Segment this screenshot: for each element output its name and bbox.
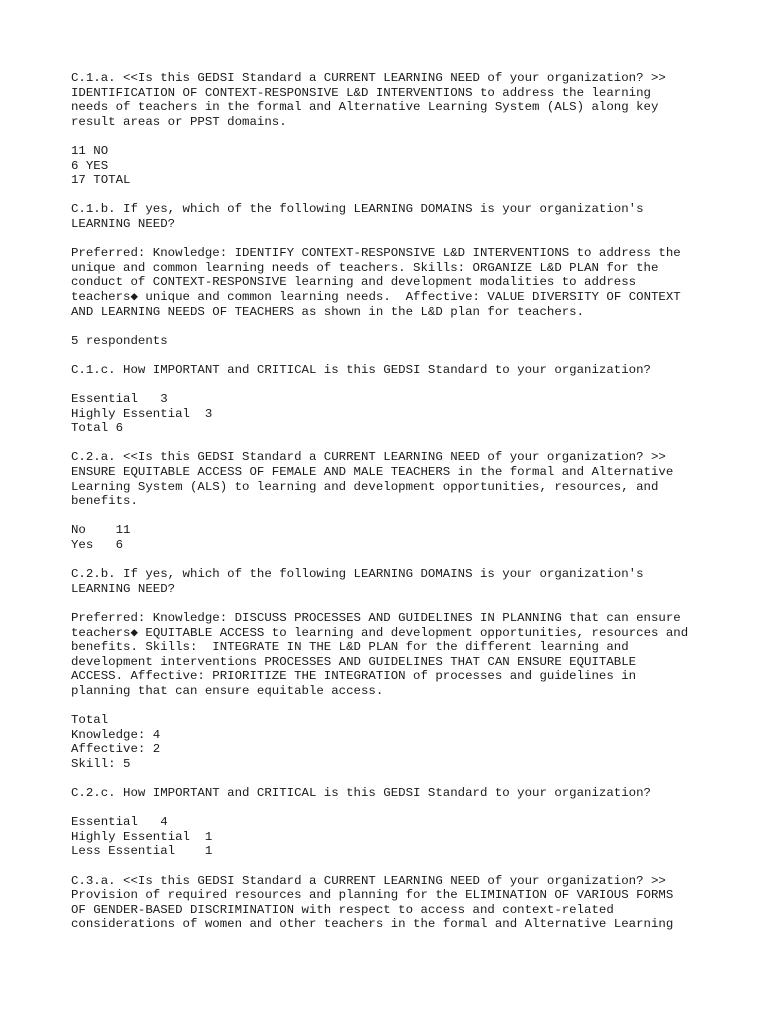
text-line: planning that can ensure equitable access. bbox=[71, 683, 384, 698]
text-line: Total 6 bbox=[71, 421, 124, 436]
text-line: OF GENDER-BASED DISCRIMINATION with respect to access and context-related bbox=[71, 902, 614, 917]
paragraph-gap bbox=[71, 801, 731, 816]
text-line: teachers◆ unique and common learning needs. Affective: VALUE DIVERSITY OF CONTEXT bbox=[71, 289, 681, 304]
paragraph-gap bbox=[71, 596, 731, 611]
text-line: ACCESS. Affective: PRIORITIZE THE INTEGRATION of processes and guidelines in bbox=[71, 669, 637, 684]
text-line: Affective: 2 bbox=[71, 742, 161, 757]
paragraph-gap bbox=[71, 188, 731, 203]
c1a-question bbox=[71, 71, 731, 129]
paragraph-gap bbox=[71, 348, 731, 363]
c2b-totals bbox=[71, 713, 731, 771]
c3a-question bbox=[71, 874, 731, 932]
text-line: needs of teachers in the formal and Alternative Learning System (ALS) along key bbox=[71, 100, 659, 115]
text-line: 11 NO bbox=[71, 143, 109, 158]
text-line: C.2.c. How IMPORTANT and CRITICAL is this GEDSI Standard to your organization? bbox=[71, 786, 651, 801]
text-line: Learning System (ALS) to learning and development opportunities, resources, and bbox=[71, 479, 659, 494]
text-line: Preferred: Knowledge: DISCUSS PROCESSES AND GUIDELINES IN PLANNING that can ensure bbox=[71, 610, 681, 625]
paragraph-gap bbox=[71, 699, 731, 714]
text-line: C.1.b. If yes, which of the following LEARNING DOMAINS is your organization's bbox=[71, 202, 644, 217]
document-page bbox=[71, 71, 731, 932]
c2c-results bbox=[71, 815, 731, 859]
text-line: development interventions PROCESSES AND GUIDELINES THAT CAN ENSURE EQUITABLE bbox=[71, 654, 637, 669]
text-line: ENSURE EQUITABLE ACCESS OF FEMALE AND MALE TEACHERS in the formal and Alternative bbox=[71, 465, 674, 480]
text-line: benefits. bbox=[71, 494, 138, 509]
text-line: LEARNING NEED? bbox=[71, 216, 176, 231]
paragraph-gap bbox=[71, 232, 731, 247]
text-line: C.1.c. How IMPORTANT and CRITICAL is this GEDSI Standard to your organization? bbox=[71, 362, 651, 377]
text-line: Highly Essential 3 bbox=[71, 406, 213, 421]
text-line: 17 TOTAL bbox=[71, 173, 131, 188]
paragraph-gap bbox=[71, 553, 731, 568]
text-line: LEARNING NEED? bbox=[71, 581, 176, 596]
text-line: IDENTIFICATION OF CONTEXT-RESPONSIVE L&D INTERVENTIONS to address the learning bbox=[71, 85, 651, 100]
text-line: C.1.a. <<Is this GEDSI Standard a CURRENT LEARNING NEED of your organization? >> bbox=[71, 71, 666, 85]
c1b-question bbox=[71, 202, 731, 231]
paragraph-gap bbox=[71, 377, 731, 392]
paragraph-gap bbox=[71, 859, 731, 874]
text-line: Preferred: Knowledge: IDENTIFY CONTEXT-RESPONSIVE L&D INTERVENTIONS to address the bbox=[71, 246, 681, 261]
c2a-results bbox=[71, 523, 731, 552]
c2c-question bbox=[71, 786, 731, 801]
c2a-question bbox=[71, 450, 731, 508]
text-line: Skill: 5 bbox=[71, 756, 131, 771]
text-line: Less Essential 1 bbox=[71, 844, 213, 859]
text-line: Essential 4 bbox=[71, 815, 168, 830]
text-line: Knowledge: 4 bbox=[71, 727, 161, 742]
text-line: result areas or PPST domains. bbox=[71, 114, 287, 129]
c1a-results bbox=[71, 144, 731, 188]
paragraph-gap bbox=[71, 772, 731, 787]
c1b-preferred bbox=[71, 246, 731, 319]
text-line: Total bbox=[71, 713, 109, 728]
text-line: Yes 6 bbox=[71, 538, 124, 552]
text-line: 5 respondents bbox=[71, 333, 168, 348]
text-line: C.2.b. If yes, which of the following LEARNING DOMAINS is your organization's bbox=[71, 567, 644, 582]
text-line: C.3.a. <<Is this GEDSI Standard a CURRENT LEARNING NEED of your organization? >> bbox=[71, 873, 666, 888]
paragraph-gap bbox=[71, 436, 731, 451]
text-line: Highly Essential 1 bbox=[71, 829, 213, 844]
paragraph-gap bbox=[71, 319, 731, 334]
c2b-preferred bbox=[71, 611, 731, 699]
text-line: Provision of required resources and planning for the ELIMINATION OF VARIOUS FORMS bbox=[71, 888, 674, 903]
paragraph-gap bbox=[71, 509, 731, 524]
text-line: unique and common learning needs of teachers. Skills: ORGANIZE L&D PLAN for the bbox=[71, 260, 659, 275]
text-line: conduct of CONTEXT-RESPONSIVE learning and development modalities to address bbox=[71, 275, 637, 290]
text-line: No 11 bbox=[71, 523, 131, 538]
text-line: Essential 3 bbox=[71, 392, 168, 407]
text-line: 6 YES bbox=[71, 158, 109, 173]
c1c-results bbox=[71, 392, 731, 436]
c2b-question bbox=[71, 567, 731, 596]
c1c-question bbox=[71, 363, 731, 378]
text-line: C.2.a. <<Is this GEDSI Standard a CURRENT LEARNING NEED of your organization? >> bbox=[71, 450, 666, 465]
paragraph-gap bbox=[71, 129, 731, 144]
c1b-respondents bbox=[71, 334, 731, 349]
text-line: teachers◆ EQUITABLE ACCESS to learning and development opportunities, resources and bbox=[71, 625, 689, 640]
text-line: AND LEARNING NEEDS OF TEACHERS as shown in the L&D plan for teachers. bbox=[71, 304, 585, 319]
text-line: considerations of women and other teachers in the formal and Alternative Learning bbox=[71, 917, 674, 932]
text-line: benefits. Skills: INTEGRATE IN THE L&D PLAN for the different learning and bbox=[71, 640, 629, 655]
